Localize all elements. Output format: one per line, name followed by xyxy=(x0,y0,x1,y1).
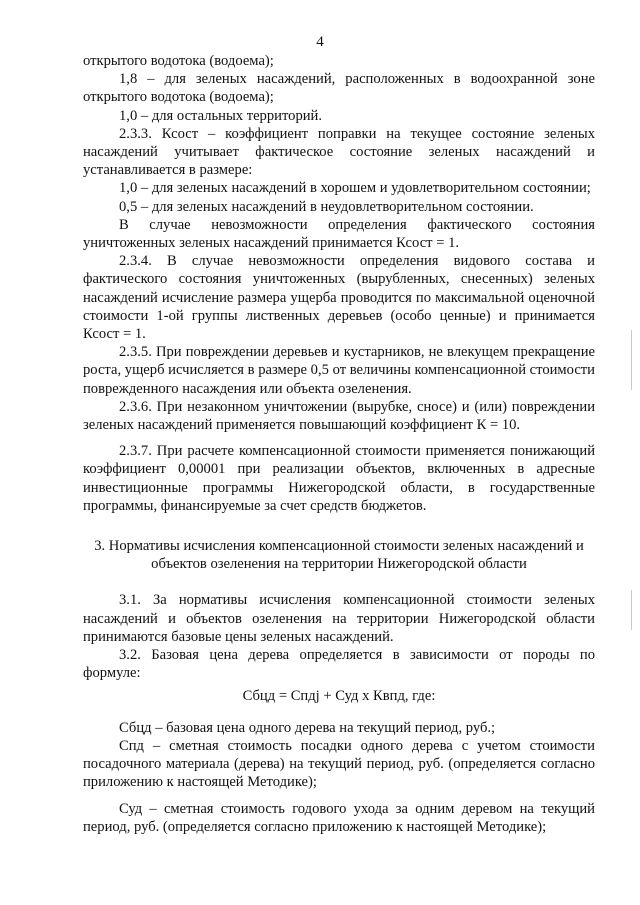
paragraph-continuation: открытого водотока (водоема); xyxy=(83,53,274,69)
paragraph-2-3-7: 2.3.7. При расчете компенсационной стоимости применяется понижающий коэффициент 0,00001 при реализации объектов, включенных в адресные инвестиционные программы Нижегородской области, в государственные программы, финансируемые за счет средств бюджетов. xyxy=(83,443,595,514)
paragraph-state-poor: 0,5 – для зеленых насаждений в неудовлетворительном состоянии. xyxy=(119,198,534,215)
paragraph-coef-other: 1,0 – для остальных территорий. xyxy=(119,107,323,124)
definition-sbcd: Сбцд – базовая цена одного дерева на текущий период, руб.; xyxy=(119,719,496,736)
formula-base-price: Сбцд = Спдj + Суд х Квпд, где: xyxy=(242,687,436,704)
scan-margin-line xyxy=(631,330,632,390)
paragraph-state-unknown: В случае невозможности определения фактического состояния уничтоженных зеленых насаждений принимается Ксост = 1. xyxy=(83,216,595,252)
paragraph-2-3-3: 2.3.3. Ксост – коэффициент поправки на текущее состояние зеленых насаждений учитывает фактическое состояние зеленых насаждений и устанавливается в размере: xyxy=(83,125,595,179)
paragraph-state-good: 1,0 – для зеленых насаждений в хорошем и удовлетворительном состоянии; xyxy=(119,180,591,197)
section-3-heading: 3. Нормативы исчисления компенсационной стоимости зеленых насаждений и объектов озеленения на территории Нижегородской области xyxy=(94,538,584,573)
paragraph-3-2: 3.2. Базовая цена дерева определяется в зависимости от породы по формуле: xyxy=(83,647,595,682)
paragraph-3-1: 3.1. За нормативы исчисления компенсационной стоимости зеленых насаждений и объектов озеленения на территории Нижегородской области принимаются базовые цены зеленых насаждений. xyxy=(83,592,595,645)
paragraph-2-3-4: 2.3.4. В случае невозможности определения видового состава и фактического состояния уничтоженных (вырубленных, снесенных) зеленых насаждений исчисление размера ущерба проводится по максимальной оценочной стоимости 1-ой группы лиственных деревьев (особо ценные) и принимается Ксост = 1. xyxy=(83,253,595,343)
paragraph-2-3-5: 2.3.5. При повреждении деревьев и кустарников, не влекущем прекращение роста, ущерб исчисляется в размере 0,5 от величины компенсационной стоимости поврежденного насаждения или объекта озеленения. xyxy=(83,344,595,397)
document-body xyxy=(83,52,595,836)
scan-margin-line xyxy=(631,590,632,630)
paragraph-2-3-6: 2.3.6. При незаконном уничтожении (вырубке, сносе) и (или) повреждении зеленых насаждений применяется повышающий коэффициент К = 10. xyxy=(83,398,595,434)
paragraph-coef-water-zone: 1,8 – для зеленых насаждений, расположенных в водоохранной зоне открытого водотока (водоема); xyxy=(83,71,595,106)
definition-spd: Спд – сметная стоимость посадки одного дерева с учетом стоимости посадочного материала (дерева) на текущий период, руб. (определяется согласно приложению к настоящей Методике); xyxy=(83,737,595,791)
definition-sud: Суд – сметная стоимость годового ухода за одним деревом на текущий период, руб. (определяется согласно приложению к настоящей Методике); xyxy=(83,800,595,835)
page-number: 4 xyxy=(316,34,324,50)
